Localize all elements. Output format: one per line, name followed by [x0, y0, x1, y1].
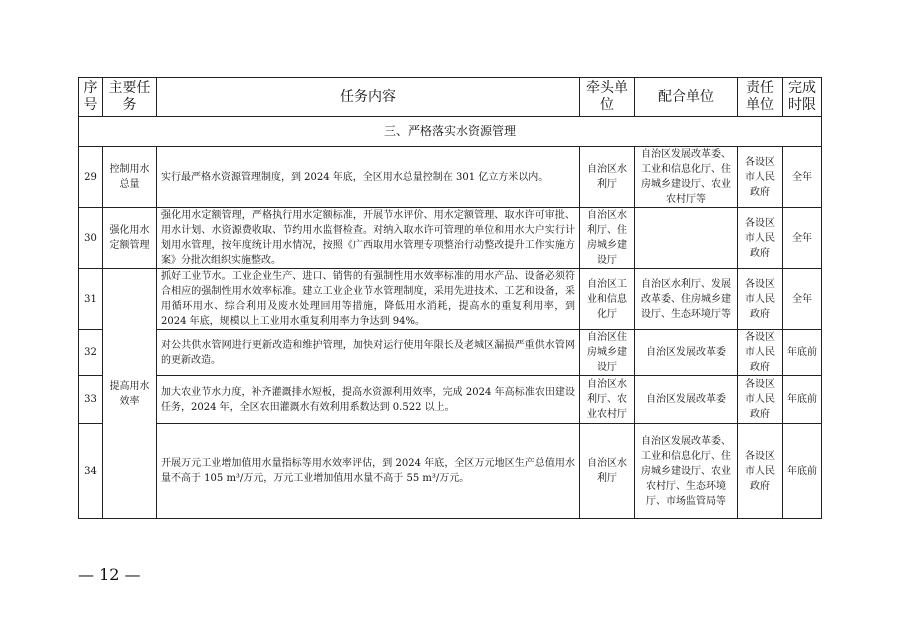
row-deadline: 全年	[783, 147, 822, 208]
row-lead: 自治区水利厅	[580, 147, 635, 208]
row-content: 对公共供水管网进行更新改造和维护管理，加快对运行使用年限长及老城区漏损严重供水管网的更新改造。	[157, 330, 580, 376]
row-deadline: 年底前	[783, 376, 822, 424]
row-resp: 各设区市人民政府	[738, 376, 783, 424]
row-content: 强化用水定额管理，严格执行用水定额标准，开展节水评价、用水定额管理、取水许可审批、用水计划、水资源费收取、节约用水监督检查。对纳入取水许可管理的单位和用水大户实行计划用水管理，按年度统计用水情况，按照《广西取用水管理专项整治行动整改提升工作实施方案》分批次组织实施整改。	[157, 208, 580, 269]
header-seq: 序号	[79, 78, 103, 117]
row-lead: 自治区水利厅、农业农村厅	[580, 376, 635, 424]
row-resp: 各设区市人民政府	[738, 147, 783, 208]
row-main-task: 控制用水总量	[103, 147, 157, 208]
page-number: — 12 —	[78, 565, 141, 584]
row-lead: 自治区水利厅	[580, 424, 635, 519]
row-deadline: 年底前	[783, 424, 822, 519]
table-row	[79, 208, 822, 269]
row-lead: 自治区水利厅、住房城乡建设厅	[580, 208, 635, 269]
row-coop	[635, 208, 738, 269]
table-row	[79, 330, 822, 376]
row-main-task: 强化用水定额管理	[103, 208, 157, 269]
row-seq: 33	[79, 376, 103, 424]
row-content: 加大农业节水力度，补齐灌溉排水短板，提高水资源利用效率，完成 2024 年高标准农田建设任务，2024 年，全区农田灌溉水有效利用系数达到 0.522 以上。	[157, 376, 580, 424]
header-content: 任务内容	[157, 78, 580, 117]
row-coop: 自治区发展改革委	[635, 330, 738, 376]
row-content: 抓好工业节水。工业企业生产、进口、销售的有强制性用水效率标准的用水产品、设备必须符合相应的强制性用水效率标准。建立工业企业节水管理制度，采用先进技术、工艺和设备，采用循环用水、综合利用及废水处理回用等措施，降低用水消耗，提高水的重复利用率，到 2024 年底，规模以上工业用水重复利用率力争达到 94%。	[157, 269, 580, 330]
row-content: 实行最严格水资源管理制度，到 2024 年底，全区用水总量控制在 301 亿立方米以内。	[157, 147, 580, 208]
header-deadline: 完成时限	[783, 78, 822, 117]
row-seq: 31	[79, 269, 103, 330]
section-row	[79, 117, 822, 147]
table-row	[79, 376, 822, 424]
header-lead: 牵头单位	[580, 78, 635, 117]
row-coop: 自治区发展改革委、工业和信息化厅、住房城乡建设厅、农业农村厅、生态环境厅、市场监管局等	[635, 424, 738, 519]
row-seq: 30	[79, 208, 103, 269]
header-main-task: 主要任务	[103, 78, 157, 117]
row-deadline: 全年	[783, 208, 822, 269]
row-content: 开展万元工业增加值用水量指标等用水效率评估，到 2024 年底，全区万元地区生产总值用水量不高于 105 m³/万元，万元工业增加值用水量不高于 55 m³/万元。	[157, 424, 580, 519]
row-coop: 自治区水利厅、发展改革委、住房城乡建设厅、生态环境厅等	[635, 269, 738, 330]
row-deadline: 年底前	[783, 330, 822, 376]
row-coop: 自治区发展改革委、工业和信息化厅、住房城乡建设厅、农业农村厅等	[635, 147, 738, 208]
row-seq: 34	[79, 424, 103, 519]
table-header-row	[79, 78, 822, 117]
row-resp: 各设区市人民政府	[738, 330, 783, 376]
header-coop: 配合单位	[635, 78, 738, 117]
row-lead: 自治区住房城乡建设厅	[580, 330, 635, 376]
table-row	[79, 147, 822, 208]
table-row	[79, 424, 822, 519]
row-resp: 各设区市人民政府	[738, 424, 783, 519]
row-seq: 29	[79, 147, 103, 208]
section-title: 三、严格落实水资源管理	[79, 117, 822, 147]
row-resp: 各设区市人民政府	[738, 208, 783, 269]
row-resp: 各设区市人民政府	[738, 269, 783, 330]
row-lead: 自治区工业和信息化厅	[580, 269, 635, 330]
row-deadline: 全年	[783, 269, 822, 330]
row-coop: 自治区发展改革委	[635, 376, 738, 424]
group-main-task: 提高用水效率	[103, 269, 157, 519]
table-row	[79, 269, 822, 330]
row-seq: 32	[79, 330, 103, 376]
header-resp: 责任单位	[738, 78, 783, 117]
task-table	[78, 77, 822, 519]
